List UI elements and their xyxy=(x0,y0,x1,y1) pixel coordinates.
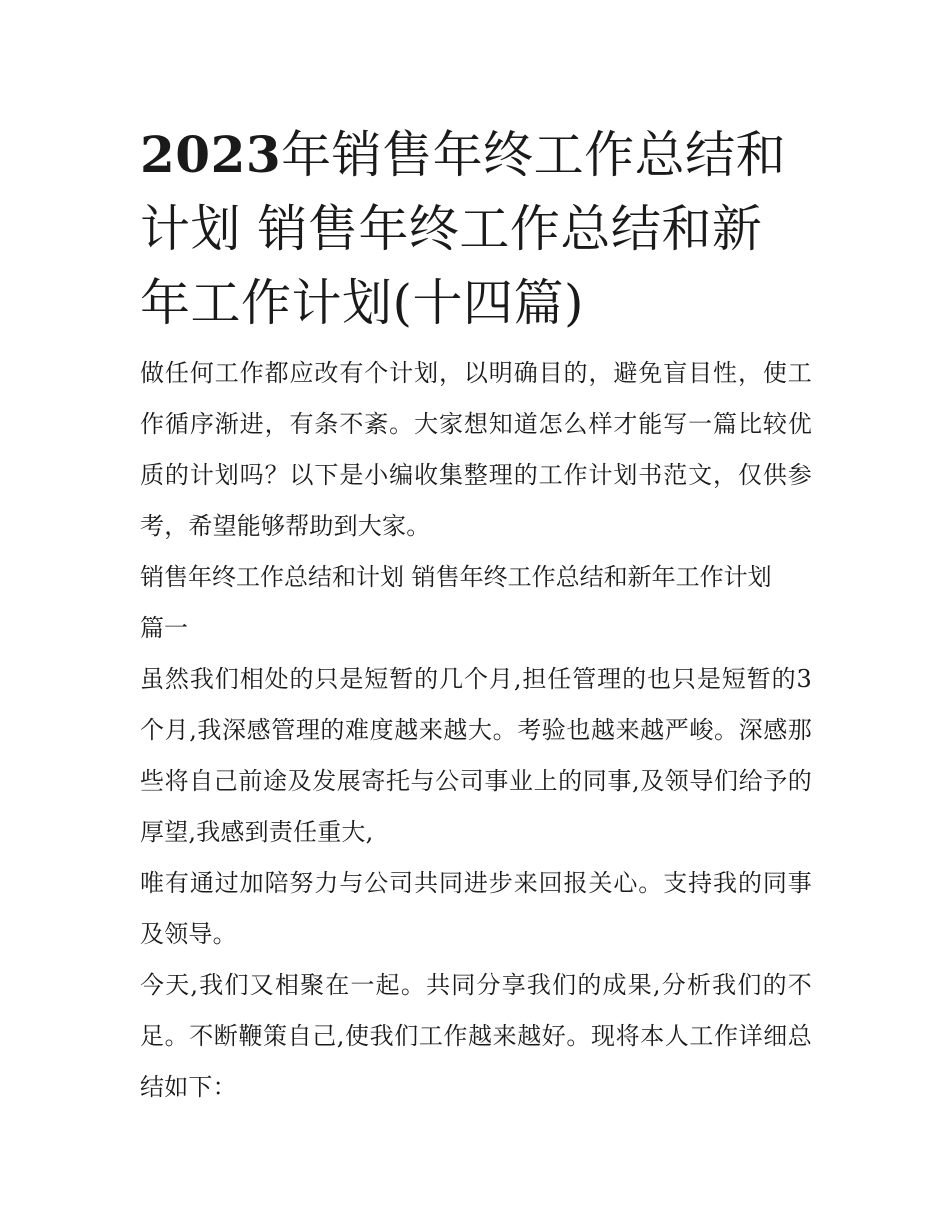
document-title xyxy=(140,118,812,340)
body-paragraph-1: 虽然我们相处的只是短暂的几个月,担任管理的也只是短暂的3个月,我深感管理的难度越来越大。考验也越来越严峻。深感那些将自己前途及发展寄托与公司事业上的同事,及领导们给予的厚望,我感到责任重大, xyxy=(140,665,812,846)
document-body xyxy=(140,118,812,1113)
title-year: 2023 xyxy=(140,125,282,184)
body-paragraph-2: 唯有通过加陪努力与公司共同进步来回报关心。支持我的同事及领导。 xyxy=(140,869,812,948)
body-paragraph-3: 今天,我们又相聚在一起。共同分享我们的成果,分析我们的不足。不断鞭策自己,使我们工作越来越好。现将本人工作详细总结如下： xyxy=(140,971,812,1101)
title-text: 年销售年终工作总结和计划 销售年终工作总结和新年工作计划(十四篇) xyxy=(140,126,787,332)
intro-paragraph: 做任何工作都应改有个计划，以明确目的，避免盲目性，使工作循序渐进，有条不紊。大家想知道怎么样才能写一篇比较优质的计划吗？以下是小编收集整理的工作计划书范文，仅供参考，希望能够帮助到大家。 xyxy=(140,359,812,540)
section-number: 篇一 xyxy=(140,614,188,642)
section-heading: 销售年终工作总结和计划 销售年终工作总结和新年工作计划 xyxy=(140,563,772,591)
